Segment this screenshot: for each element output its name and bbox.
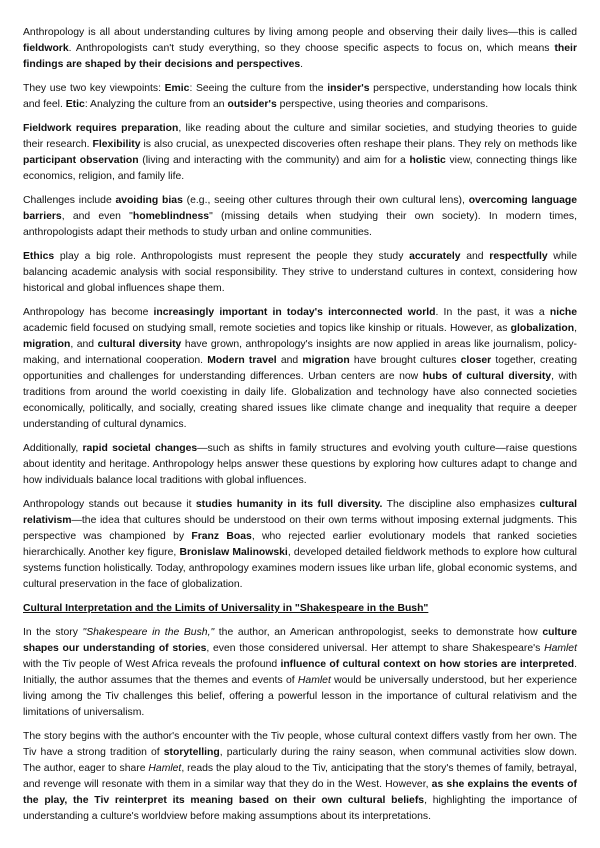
- text-run: They use two key viewpoints:: [23, 83, 165, 94]
- text-run: Challenges include: [23, 195, 116, 206]
- bold-text: niche: [549, 307, 577, 318]
- text-run: The story begins with the author's encounter with the Tiv people, whose cultural context differs vastly from her own. The Tiv have a strong tradition of: [23, 731, 577, 758]
- intro-section: [23, 25, 577, 593]
- document-page: [23, 25, 577, 833]
- bold-text: avoiding bias: [115, 195, 183, 206]
- text-run: would be universally understood, but her experience living among the Tiv challenges this belief, offering a powerful lesson in the importance of cultural relativism and the limitations of universalism.: [23, 675, 577, 718]
- bold-text: increasingly important in today's interconnected world: [153, 307, 436, 318]
- paragraph: [23, 497, 577, 593]
- text-run: and: [276, 355, 303, 366]
- text-run: play a big role. Anthropologists must represent the people they study: [54, 251, 410, 262]
- bold-text: their findings are shaped by their decisions and perspectives: [23, 43, 577, 70]
- bold-text: fieldwork: [23, 43, 69, 54]
- text-run: the author, an American anthropologist, seeks to demonstrate how: [214, 627, 543, 638]
- text-run: with the Tiv people of West Africa reveals the profound: [23, 659, 281, 670]
- paragraph: [23, 249, 577, 297]
- section-heading: Cultural Interpretation and the Limits of Universality in "Shakespeare in the Bush": [23, 603, 429, 614]
- bold-text: Modern travel: [207, 355, 277, 366]
- paragraph: [23, 625, 577, 721]
- bold-text: Emic: [164, 83, 190, 94]
- text-run: (e.g., seeing other cultures through their own cultural lens),: [182, 195, 469, 206]
- text-run: , developed detailed fieldwork methods to explore how cultural systems function holistically. Today, anthropology examines modern issues like urban life, global economic systems, and cultural preservation in the face of globalization.: [23, 547, 577, 590]
- paragraph: [23, 193, 577, 241]
- bold-text: migration: [23, 339, 71, 350]
- paragraph: [23, 305, 577, 433]
- text-run: , even those considered universal. Her attempt to share Shakespeare's: [206, 643, 545, 654]
- text-run: perspective, using theories and comparisons.: [276, 99, 489, 110]
- paragraph: [23, 121, 577, 185]
- text-run: view, connecting things like economics, religion, and family life.: [23, 155, 577, 182]
- bold-text: participant observation: [23, 155, 139, 166]
- text-run: : Seeing the culture from the: [189, 83, 328, 94]
- italic-text: Hamlet: [148, 763, 182, 774]
- essay-section: [23, 625, 577, 825]
- text-run: academic field focused on studying small, remote societies and topics like kinship or rituals. However, as: [23, 323, 511, 334]
- bold-text: Franz Boas: [191, 531, 252, 542]
- bold-text: overcoming language barriers: [23, 195, 577, 222]
- bold-text: cultural diversity: [97, 339, 182, 350]
- text-run: In the story: [23, 627, 83, 638]
- bold-text: Fieldwork requires preparation: [23, 123, 179, 134]
- text-run: Anthropology stands out because it: [23, 499, 196, 510]
- bold-text: insider's: [327, 83, 370, 94]
- italic-text: "Shakespeare in the Bush,": [82, 627, 215, 638]
- text-run: , with traditions from around the world coexisting in daily life. Globalization and technology have also connected societies economically, politically, and socially, creating shared issues like climate change and inequality that require a deeper understanding of cultural dynamics.: [23, 371, 577, 430]
- text-run: ,: [574, 323, 577, 334]
- bold-text: outsider's: [227, 99, 277, 110]
- text-run: perspective, understanding how locals think and feel.: [23, 83, 578, 110]
- text-run: , highlighting the importance of understanding a culture's worldview before making assumptions about its interpretations.: [23, 795, 577, 822]
- text-run: .: [300, 59, 304, 70]
- bold-text: influence of cultural context on how stories are interpreted: [280, 659, 575, 670]
- bold-text: accurately: [409, 251, 461, 262]
- text-run: , who rejected earlier evolutionary models that ranked societies hierarchically. Another key figure,: [23, 531, 578, 558]
- text-run: . Initially, the author assumes that the themes and events of: [23, 659, 577, 686]
- paragraph: [23, 729, 577, 825]
- paragraph: [23, 441, 577, 489]
- bold-text: respectfully: [489, 251, 548, 262]
- italic-text: Hamlet: [297, 675, 331, 686]
- text-run: while balancing academic analysis with social responsibility. They strive to understand cultures in context, considering how historical and global influences shape them.: [23, 251, 577, 294]
- bold-text: culture shapes our understanding of stories: [23, 627, 577, 654]
- text-run: , and even ": [61, 211, 133, 222]
- bold-text: hubs of cultural diversity: [422, 371, 552, 382]
- text-run: and: [460, 251, 490, 262]
- text-run: The discipline also emphasizes: [382, 499, 540, 510]
- text-run: . In the past, it was a: [435, 307, 550, 318]
- bold-text: Etic: [65, 99, 85, 110]
- bold-text: Flexibility: [92, 139, 141, 150]
- text-run: is also crucial, as unexpected discoveries often reshape their plans. They rely on methods like: [140, 139, 577, 150]
- bold-text: closer: [460, 355, 492, 366]
- italic-text: Hamlet: [544, 643, 577, 654]
- text-run: have brought cultures: [349, 355, 461, 366]
- bold-text: rapid societal changes: [82, 443, 198, 454]
- text-run: have grown, anthropology's insights are now applied in areas like journalism, policy-making, and international cooperation.: [23, 339, 577, 366]
- bold-text: homeblindness: [132, 211, 210, 222]
- bold-text: holistic: [409, 155, 446, 166]
- text-run: (living and interacting with the community) and aim for a: [138, 155, 410, 166]
- text-run: : Analyzing the culture from an: [84, 99, 228, 110]
- bold-text: globalization: [510, 323, 575, 334]
- bold-text: storytelling: [163, 747, 220, 758]
- text-run: Anthropology has become: [23, 307, 154, 318]
- paragraph: [23, 25, 577, 73]
- text-run: , and: [70, 339, 98, 350]
- bold-text: cultural relativism: [23, 499, 577, 526]
- bold-text: as she explains the events of the play, the Tiv reinterpret its meaning based on their own cultural beliefs: [23, 779, 577, 806]
- text-run: , reads the play aloud to the Tiv, anticipating that the story's themes of family, betrayal, and revenge will resonate with them in a similar way that they do in the West. However,: [23, 763, 577, 790]
- text-run: —such as shifts in family structures and evolving youth culture—raise questions about identity and heritage. Anthropology helps answer these questions by exploring how cultures adapt to change and how individuals balance local traditions with global influences.: [23, 443, 578, 486]
- text-run: together, creating opportunities and challenges for understanding differences. Urban centers are now: [23, 355, 577, 382]
- text-run: Additionally,: [23, 443, 83, 454]
- paragraph: [23, 81, 577, 113]
- bold-text: Bronislaw Malinowski: [179, 547, 288, 558]
- bold-text: studies humanity in its full diversity.: [195, 499, 383, 510]
- text-run: , particularly during the rainy season, when communal activities slow down. The author, eager to share: [23, 747, 577, 774]
- bold-text: migration: [302, 355, 350, 366]
- text-run: " (missing details when studying their own society). In modern times, anthropologists adapt their methods to study urban and online communities.: [23, 211, 577, 238]
- text-run: —the idea that cultures should be understood on their own terms without imposing external judgments. This perspective was championed by: [23, 515, 577, 542]
- bold-text: Ethics: [23, 251, 55, 262]
- text-run: . Anthropologists can't study everything, so they choose specific aspects to focus on, which means: [68, 43, 555, 54]
- text-run: Anthropology is all about understanding cultures by living among people and observing their daily lives—this is called: [23, 27, 577, 38]
- text-run: , like reading about the culture and similar societies, and studying theories to guide their research.: [23, 123, 578, 150]
